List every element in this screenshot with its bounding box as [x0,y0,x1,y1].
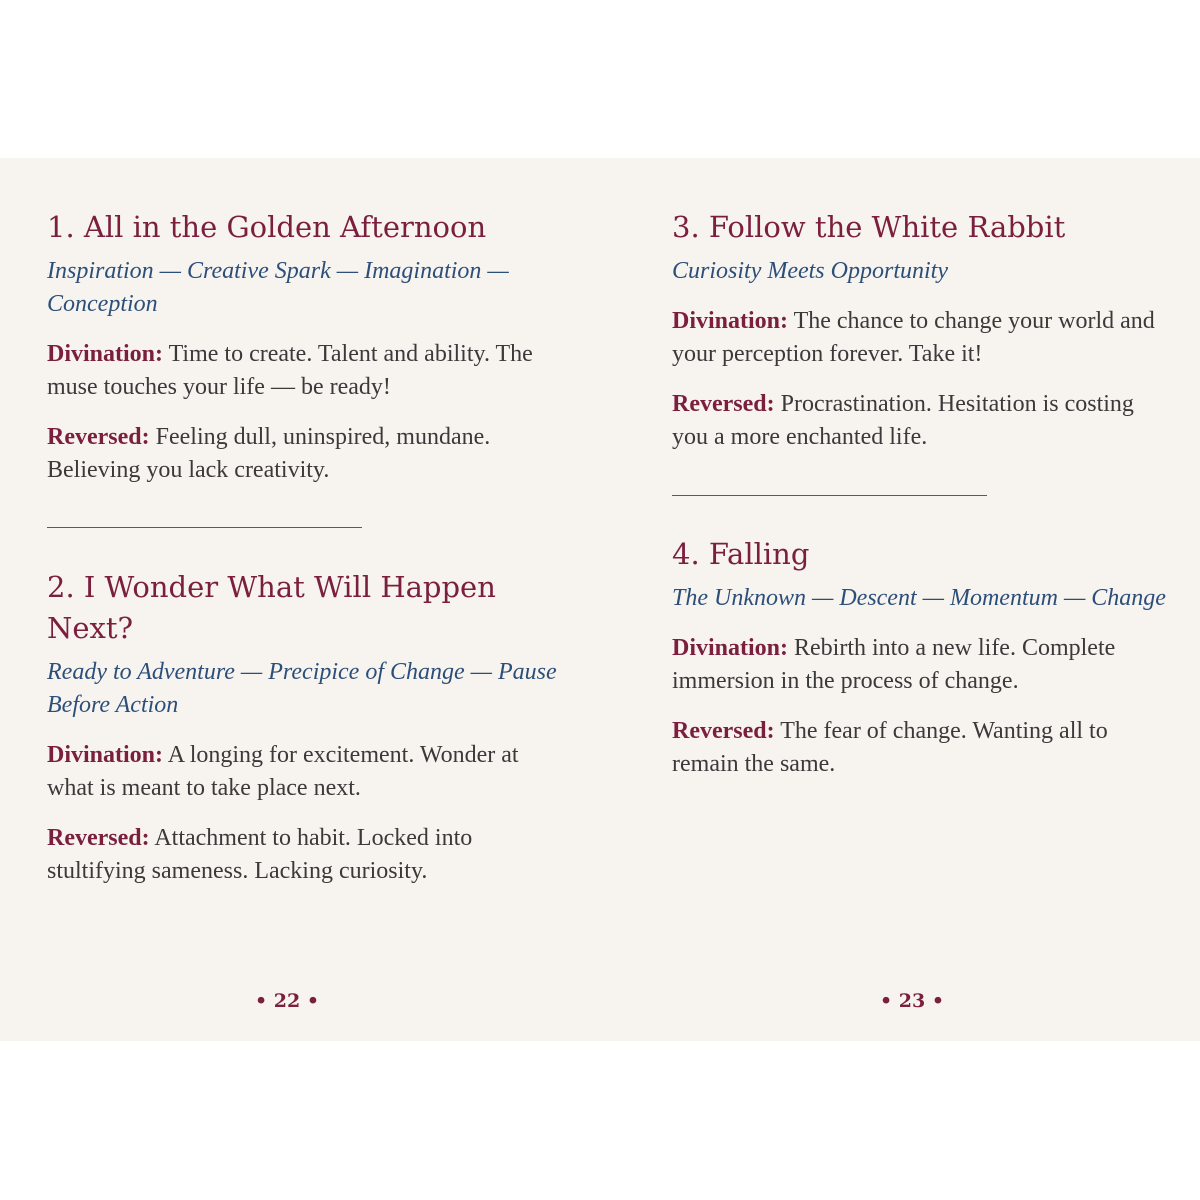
card-keywords: The Unknown — Descent — Momentum — Change [672,585,1166,611]
reversed-text: Procrastination. Hesitation is costing you a more enchanted life. [672,391,1134,450]
card-title: 1. All in the Golden Afternoon [47,210,487,244]
reversed-entry [672,715,1172,781]
card-entry-3 [672,207,1172,454]
divination-text: The chance to change your world and your perception forever. Take it! [672,308,1155,367]
divination-text: Time to create. Talent and ability. The muse touches your life — be ready! [47,341,533,400]
reversed-text: Attachment to habit. Locked into stultifying sameness. Lacking curiosity. [47,825,473,884]
card-entry-4 [672,534,1172,781]
reversed-label: Reversed: [47,424,150,450]
reversed-text: Feeling dull, uninspired, mundane. Believing you lack creativity. [47,424,491,483]
card-keywords: Ready to Adventure — Precipice of Change — Pause Before Action [47,659,557,718]
divination-label: Divination: [672,635,789,661]
card-keywords: Inspiration — Creative Spark — Imagination — Conception [47,258,509,317]
reversed-entry [672,388,1172,454]
divination-label: Divination: [47,341,164,367]
book-spread [0,158,1200,1041]
reversed-label: Reversed: [672,718,775,744]
page-number: • 22 • [255,990,319,1012]
page-number: • 23 • [880,990,944,1012]
divination-label: Divination: [47,742,164,768]
divination-entry [47,739,567,805]
reversed-text: The fear of change. Wanting all to remain the same. [672,718,1108,777]
divination-label: Divination: [672,308,789,334]
reversed-label: Reversed: [672,391,775,417]
section-divider [47,527,362,528]
reversed-entry [47,822,567,888]
card-title: 4. Falling [672,537,810,571]
card-title: 3. Follow the White Rabbit [672,210,1066,244]
card-entry-2 [47,567,567,888]
right-page [672,158,1172,1041]
divination-entry [672,305,1172,371]
divination-text: Rebirth into a new life. Complete immersion in the process of change. [672,635,1116,694]
divination-text: A longing for excitement. Wonder at what is meant to take place next. [47,742,519,801]
card-keywords: Curiosity Meets Opportunity [672,258,948,284]
section-divider [672,495,987,496]
left-page [47,158,567,1041]
divination-entry [672,632,1172,698]
divination-entry [47,338,567,404]
reversed-entry [47,421,567,487]
card-title: 2. I Wonder What Will Happen Next? [47,570,496,645]
card-entry-1 [47,207,567,487]
reversed-label: Reversed: [47,825,150,851]
